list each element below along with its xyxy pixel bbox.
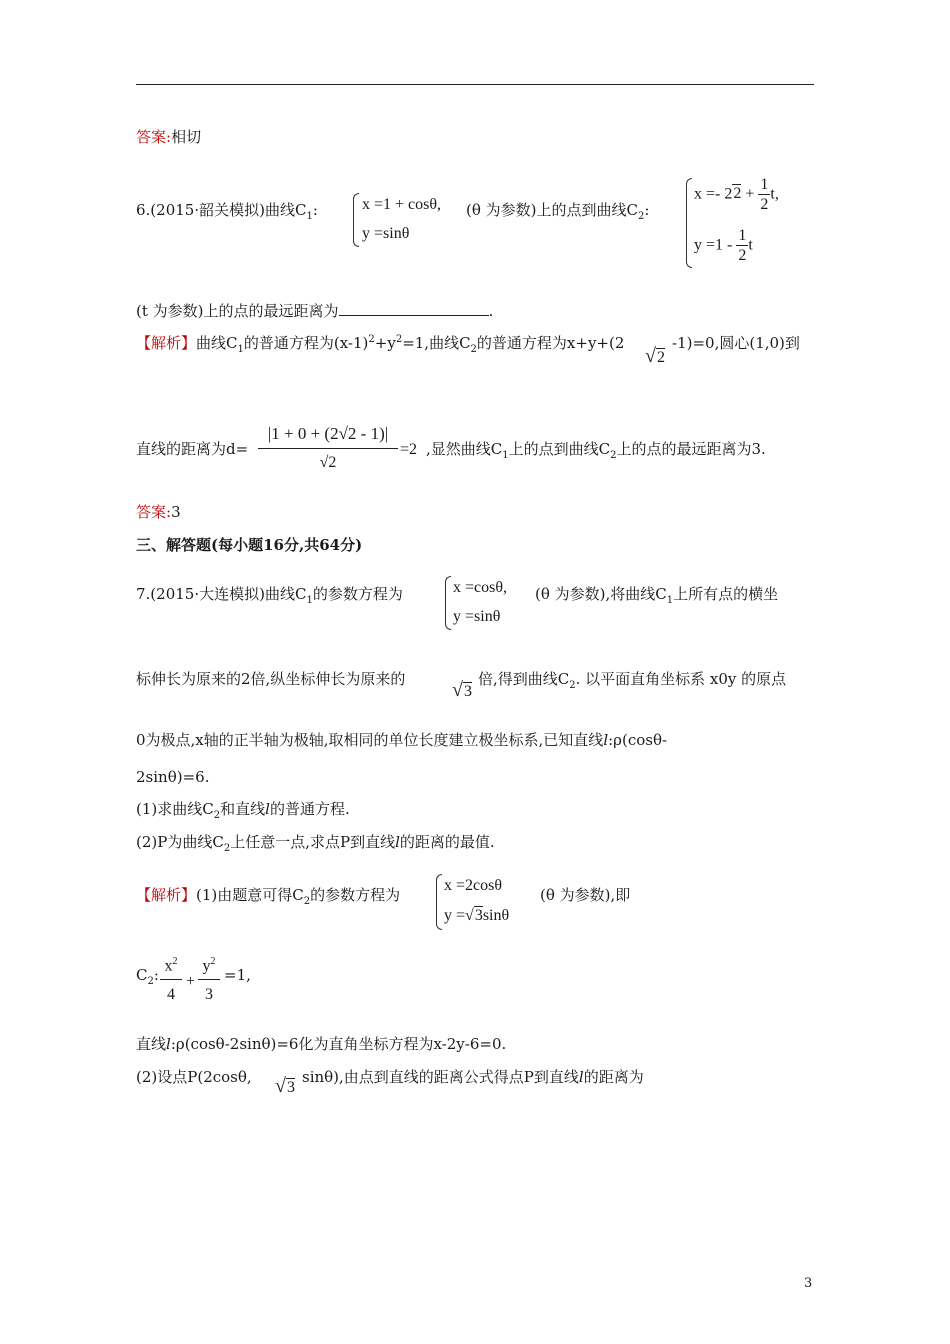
q7-l3-l: l	[603, 731, 609, 749]
q6-intro-text: 6.(2015·韶关模拟)曲线C	[136, 201, 307, 219]
sol7-p2b: sinθ),由点到直线的距离公式得点P到直线	[302, 1068, 579, 1086]
q7-l3b: :ρ(cosθ-	[608, 731, 668, 749]
q6-c1-line2: y =sinθ	[362, 225, 410, 242]
sol6-sup1: 2	[368, 334, 375, 345]
sol6-ta: 曲线C	[196, 334, 238, 352]
q6-param	[466, 201, 649, 223]
q6-c2-sqrt: 2	[733, 185, 742, 203]
q6-frac2-den: 2	[738, 247, 747, 265]
sol6-tag: 【解析】	[136, 334, 197, 352]
sol6-tc: +y	[374, 334, 396, 352]
sol7-c2-label	[136, 966, 159, 988]
sol6-line1-end: -1)=0,圆心(1,0)到	[672, 334, 800, 352]
q7-line2	[136, 670, 405, 688]
q6-colon: :	[312, 201, 318, 219]
q7-ia: 7.(2015·大连模拟)曲线C	[136, 585, 307, 603]
sol7-ta: (1)由题意可得C	[196, 886, 304, 904]
sol7-f2sup: 2	[210, 956, 216, 967]
sol7-p2-sqrt: √3	[275, 1075, 295, 1097]
q7-line1	[136, 585, 403, 607]
q6-intro	[136, 201, 318, 223]
answer2-value: 3	[171, 503, 181, 521]
q6-c2-brace	[686, 178, 692, 268]
sol7-lb: :ρ(cosθ-2sinθ)=6化为直角坐标方程为x-2y-6=0.	[170, 1035, 507, 1053]
q6-frac1-num: 1	[758, 175, 770, 195]
sol7-line1	[136, 886, 400, 908]
q7-line4: 2sinθ)=6.	[136, 768, 210, 786]
q7-sqrt3-val: 3	[463, 683, 472, 700]
q7-id: 上所有点的横坐	[673, 585, 779, 603]
sol6-line2-b	[426, 440, 766, 462]
q7-p1l: l	[265, 800, 270, 818]
sol7-frac-y	[198, 956, 220, 1004]
sol6-frac-den: √2	[319, 454, 337, 472]
q7-l3: 0为极点,x轴的正半轴为极轴,取相同的单位长度建立极坐标系,已知直线	[136, 731, 604, 749]
q6-frac1-den: 2	[760, 196, 769, 214]
header-rule	[136, 84, 814, 85]
q6-param-text: (θ 为参数)上的点到曲线C	[466, 201, 638, 219]
sol7-tag: 【解析】	[136, 886, 197, 904]
q6-c2-line1	[694, 175, 779, 214]
sol6-td: =1,曲线C	[402, 334, 471, 352]
sol7-tb: 的参数方程为	[310, 886, 401, 904]
q6-c2-frac1	[758, 175, 770, 214]
sol6-te: 的普通方程为x+y+(2	[476, 334, 625, 352]
q6-sub2: 2	[637, 211, 645, 222]
q6-c2-l1c: t,	[770, 185, 779, 203]
q7-p1b: 和直线	[220, 800, 266, 818]
q7-ic: (θ 为参数),将曲线C	[535, 585, 667, 603]
sol7-sys-line1: x =2cosθ	[444, 877, 503, 894]
sol6-l2sub1: 1	[502, 450, 509, 461]
answer-value: 相切	[171, 128, 202, 146]
sol6-sqrt-val: 2	[656, 349, 665, 366]
sol7-eq1: =1,	[224, 966, 251, 984]
sol7-ll: l	[166, 1035, 171, 1053]
sol7-s2sqrt: 3	[474, 907, 483, 924]
sol7-c2colon: :	[153, 966, 159, 984]
q6-colon2: :	[644, 201, 650, 219]
q6-c2-line2	[694, 226, 753, 265]
q7-line2-end	[478, 670, 786, 692]
sol6-sub1: 1	[237, 344, 244, 355]
q7-p2b: 上任意一点,求点P到直线	[230, 833, 396, 851]
q7-sub1b: 1	[666, 595, 674, 606]
sol7-line-eq	[136, 1035, 506, 1053]
answer-label: 答案:	[136, 128, 172, 146]
sol7-plus: +	[186, 973, 196, 990]
q7-l2a: 标伸长为原来的2倍,纵坐标伸长为原来的	[136, 670, 406, 688]
sol7-frac-x	[160, 956, 182, 1004]
sol6-line1	[136, 334, 624, 356]
sol7-sub2: 2	[303, 896, 311, 907]
q6-tail	[136, 301, 493, 320]
q7-line1-end	[535, 585, 778, 607]
q7-p2a: (2)P为曲线C	[136, 833, 224, 851]
q6-c2-l1a: x =- 2	[694, 185, 733, 203]
q6-tail-text: (t 为参数)上的点的最远距离为	[136, 302, 339, 320]
sol7-f2num: y	[202, 957, 211, 975]
sol7-c2: C	[136, 966, 148, 984]
sol7-part2-b	[302, 1068, 644, 1086]
q7-sub1: 1	[306, 595, 313, 606]
sol6-l2c: 上的点到曲线C	[508, 440, 611, 458]
q7-l2b: 倍,得到曲线C	[478, 670, 570, 688]
sol6-sup2: 2	[395, 334, 403, 345]
q7-part1	[136, 800, 350, 822]
sol7-la: 直线	[136, 1035, 167, 1053]
q7-p2c: 的距离的最值.	[399, 833, 495, 851]
sol7-part2-a: (2)设点P(2cosθ,	[136, 1068, 252, 1086]
sol6-tb: 的普通方程为(x-1)	[243, 334, 369, 352]
page-number: 3	[804, 1276, 813, 1291]
q6-sub1: 1	[306, 211, 313, 222]
sol7-s2b: sinθ	[482, 907, 510, 924]
q7-p2l: l	[395, 833, 400, 851]
answer-1	[136, 128, 201, 146]
sol6-eq: =2	[400, 441, 418, 458]
sol7-p2l: l	[578, 1068, 584, 1086]
q7-part2	[136, 833, 495, 855]
sol7-sys-line2: y =√3sinθ	[444, 907, 510, 924]
sol7-s2a: y =	[444, 907, 466, 924]
q6-c2-l2a: y =1 -	[694, 236, 733, 254]
q6-c2-plus: +	[745, 185, 755, 203]
sol7-c2sub: 2	[147, 976, 154, 987]
q7-l2c: . 以平面直角坐标系 x0y 的原点	[575, 670, 787, 688]
q7-l2sub: 2	[569, 680, 576, 691]
answer-2	[136, 503, 181, 521]
sol7-f2den: 3	[205, 985, 213, 1003]
q7-line3	[136, 731, 667, 749]
sol6-sqrt2: √2	[645, 345, 665, 367]
sol6-sub2: 2	[470, 344, 477, 355]
q6-c2-l2c: t	[748, 236, 753, 254]
sol7-brace	[436, 874, 442, 930]
sol7-f1den: 4	[167, 985, 175, 1003]
sol6-l2d: 上的点的最远距离为3.	[616, 440, 766, 458]
q7-p2sub: 2	[223, 843, 231, 854]
q7-sqrt3: √3	[452, 679, 472, 701]
sol7-f1num: x	[164, 957, 173, 975]
sol7-p2c: 的距离为	[583, 1068, 644, 1086]
q7-ib: 的参数方程为	[312, 585, 403, 603]
q7-brace	[445, 576, 451, 630]
answer2-label: 答案:	[136, 503, 172, 521]
sol6-fraction	[258, 424, 398, 473]
q6-frac2-num: 1	[736, 226, 748, 246]
q6-answer-blank[interactable]	[339, 301, 489, 316]
section-3-title: 三、解答题(每小题16分,共64分)	[136, 536, 363, 554]
sol6-l2b: ,显然曲线C	[426, 440, 503, 458]
q6-c1-brace	[353, 193, 359, 247]
q7-p1a: (1)求曲线C	[136, 800, 214, 818]
q7-sys-line1: x =cosθ,	[453, 579, 508, 596]
sol6-frac-num: |1 + 0 + (2√2 - 1)|	[258, 424, 398, 449]
sol7-f1sup: 2	[172, 956, 178, 967]
q6-c1-line1: x =1 + cosθ,	[362, 196, 442, 213]
sol6-l2sub2: 2	[610, 450, 617, 461]
q7-p1sub: 2	[213, 810, 221, 821]
q7-sys-line2: y =sinθ	[453, 608, 501, 625]
sol7-p2sqrtval: 3	[286, 1079, 295, 1096]
q6-tail-period: .	[488, 302, 494, 320]
q7-p1c: 的普通方程.	[269, 800, 350, 818]
sol7-line1-end: (θ 为参数),即	[540, 886, 631, 904]
sol6-line2-a: 直线的距离为d=	[136, 440, 249, 458]
q6-c2-frac2	[736, 226, 748, 265]
